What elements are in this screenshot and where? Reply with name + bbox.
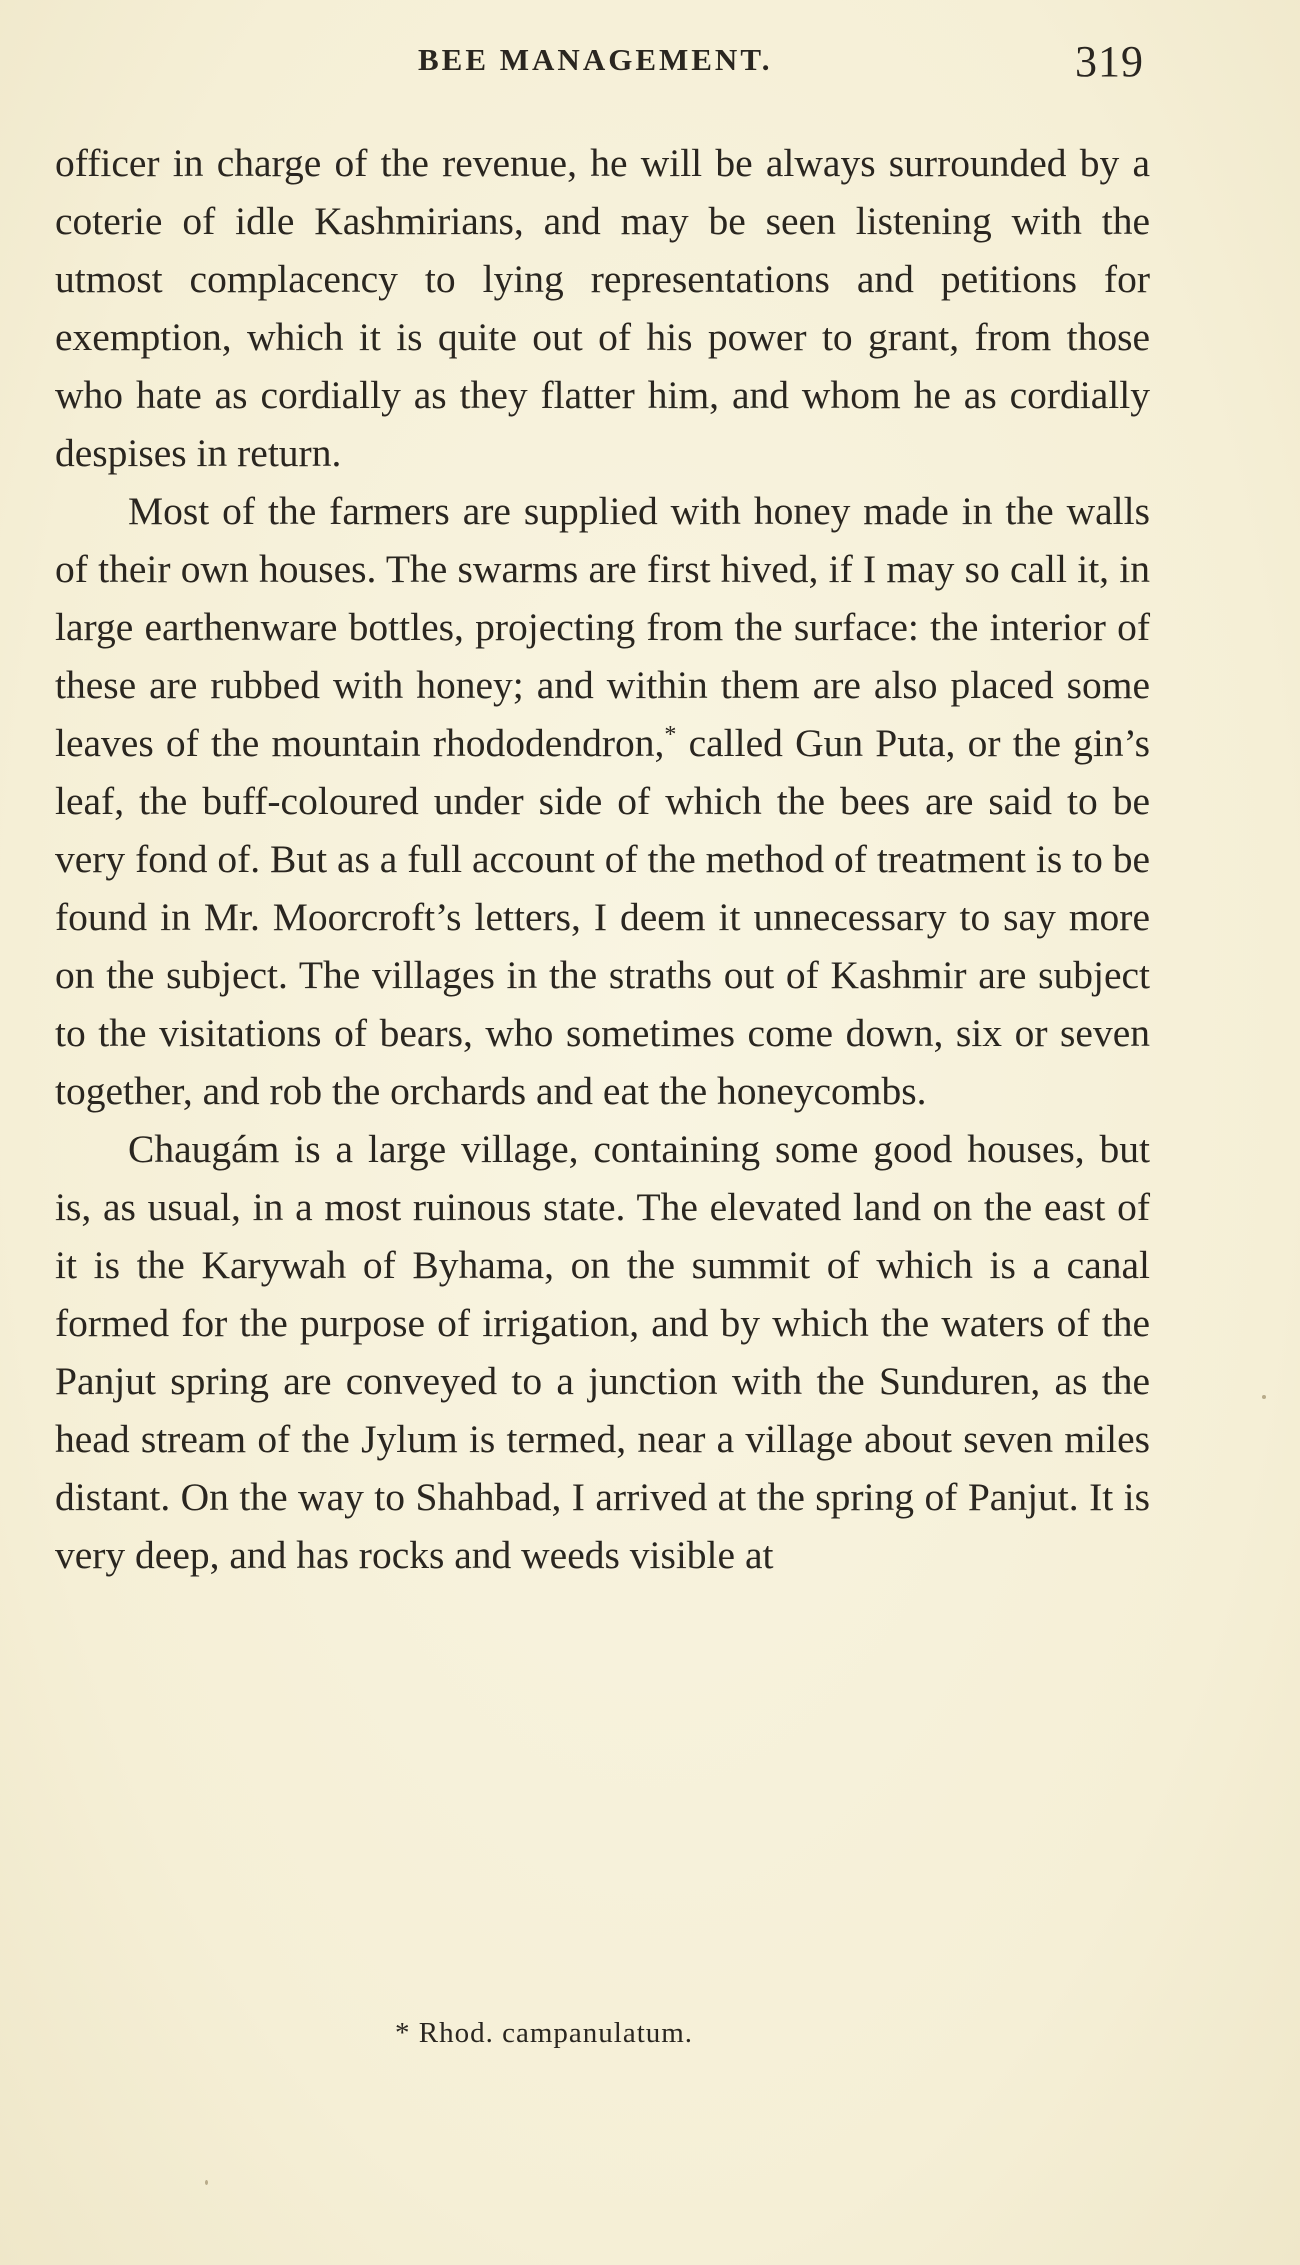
paper-speck [205,2180,208,2185]
body-text [55,134,1150,1584]
page-number: 319 [1075,37,1144,86]
paragraph-2 [55,482,1150,1120]
paragraph-2-text-before-note: Most of the farmers are supplied with honey made in the walls of their own houses. The swarms are first hived, if I may so call it, in large earthenware bottles, projecting from the surface: the interior of these are rubbed with honey; and within them are also placed some leaves of the mountain rhododendron, [55,489,1150,765]
footnote: * Rhod. campanulatum. [395,2017,694,2049]
paragraph-2-text-after-note: called Gun Puta, or the gin’s leaf, the buff-coloured under side of which the bees are said to be very fond of. But as a full account of the method of treatment is to be found in Mr. Moorcroft’s letters, I deem it unnecessary to say more on the subject. The villages in the straths out of Kashmir are subject to the visitations of bears, who sometimes come down, six or seven together, and rob the orchards and eat the honeycombs. [55,721,1150,1113]
paper-speck [1262,1395,1266,1399]
paragraph-1: officer in charge of the revenue, he will be always surrounded by a coterie of idle Kashmirians, and may be seen listening with the utmost complacency to lying representations and petitions for exemption, which it is quite out of his power to grant, from those who hate as cordially as they flatter him, and whom he as cordially despises in return. [55,141,1150,475]
paragraph-3: Chaugám is a large village, containing some good houses, but is, as usual, in a most ruinous state. The elevated land on the east of it is the Karywah of Byhama, on the summit of which is a canal formed for the purpose of irrigation, and by which the waters of the Panjut spring are conveyed to a junction with the Sunduren, as the head stream of the Jylum is termed, near a village about seven miles distant. On the way to Shahbad, I arrived at the spring of Panjut. It is very deep, and has rocks and weeds visible at [55,1127,1150,1577]
running-head: BEE MANAGEMENT. [418,42,773,77]
footnote-reference-marker: * [664,722,677,748]
